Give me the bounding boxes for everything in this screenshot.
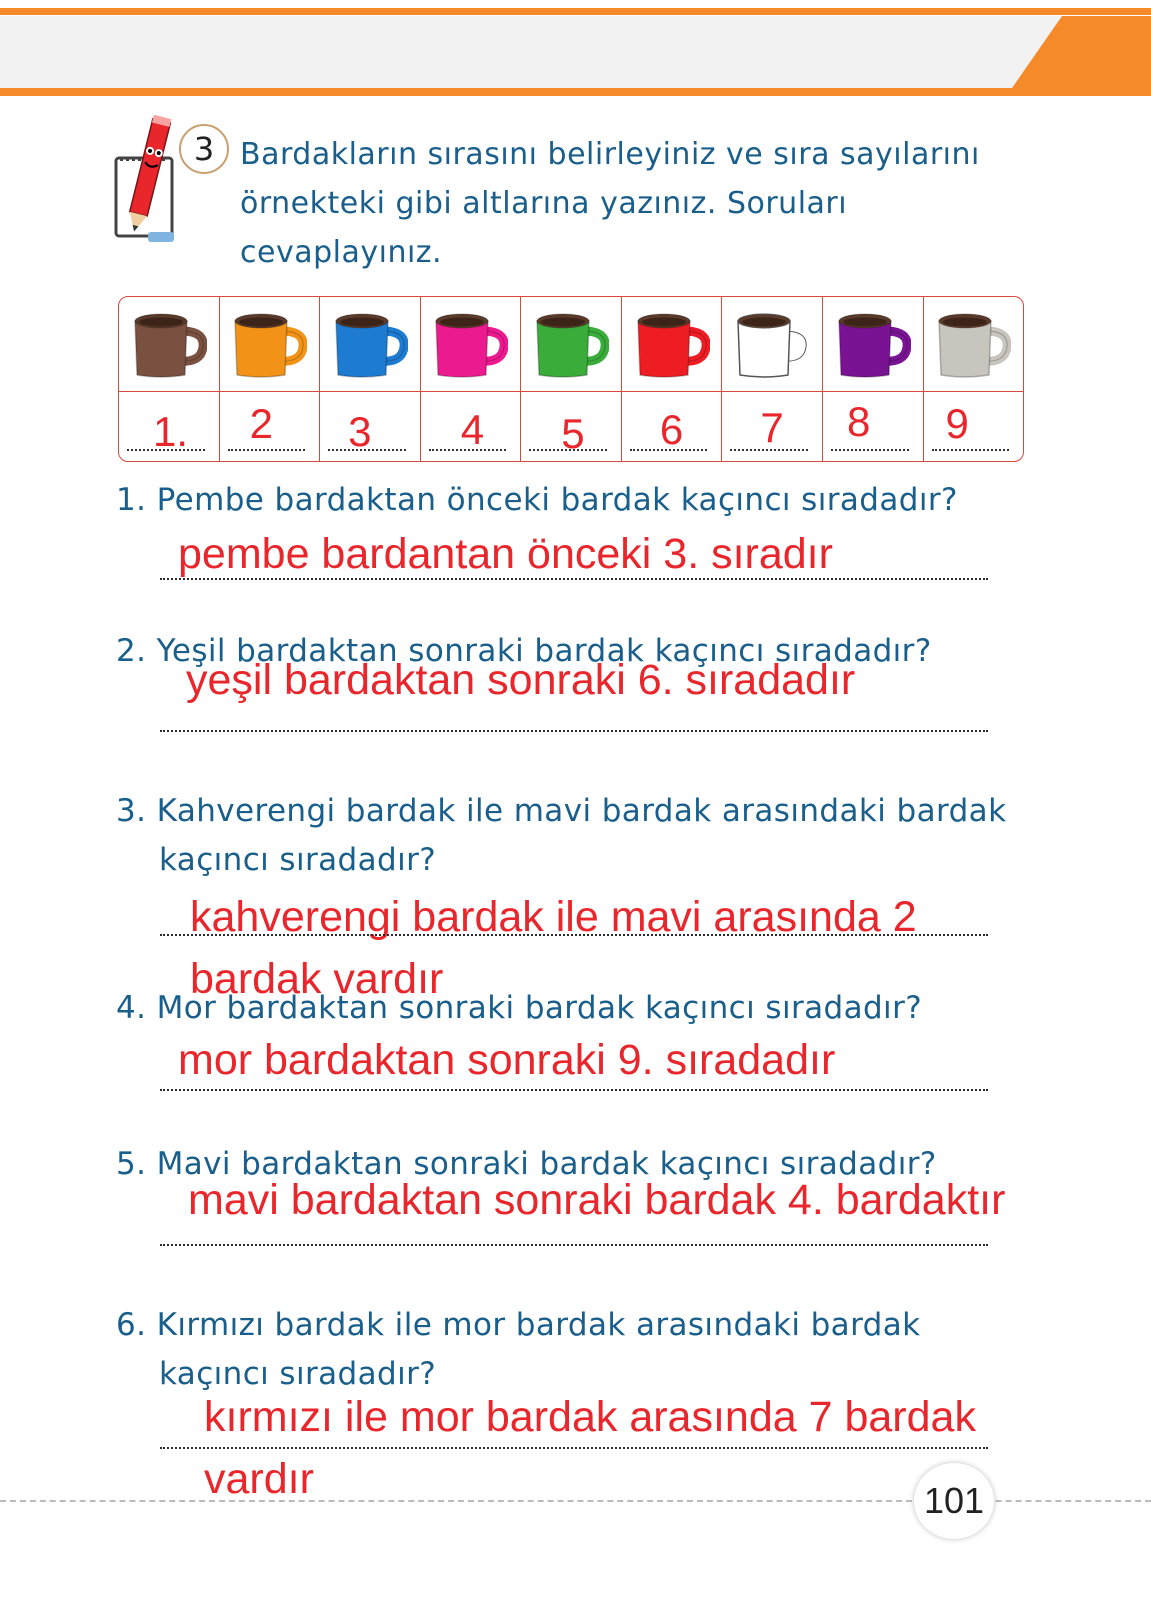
mug-icon (634, 309, 710, 379)
cup-answer-dotted-line (831, 449, 909, 451)
answer-3-line-1: kahverengi bardak ile mavi arasında 2 (190, 893, 917, 941)
cup-cell-8 (823, 297, 924, 461)
answer-line-5 (160, 1244, 988, 1246)
instruction-line-1: Bardakların sırasını belirleyiniz ve sıra sayılarını (240, 137, 980, 172)
cup-answer-cell[interactable] (119, 392, 219, 461)
exercise-number-badge (179, 124, 229, 174)
cup-answer-dotted-line (529, 449, 607, 451)
cup-answer-dotted-line (730, 449, 808, 451)
cup-answer-dotted-line (429, 449, 507, 451)
answer-3-line-2: bardak vardır (190, 955, 444, 1003)
question-5-text: 5. Mavi bardaktan sonraki bardak kaçıncı sıradadır? (116, 1146, 937, 1182)
mug-icon (533, 309, 609, 379)
cup-answer-cell[interactable] (823, 392, 923, 461)
cup-order-number: 3 (348, 408, 372, 455)
instruction-text (240, 130, 980, 277)
cup-answer-cell[interactable] (622, 392, 722, 461)
cup-order-number: 4 (460, 406, 485, 453)
header-band (0, 0, 1151, 100)
cup-image-cell (622, 297, 722, 392)
mug-icon (131, 309, 207, 379)
question-1-text: 1. Pembe bardaktan önceki bardak kaçıncı sıradadır? (116, 482, 958, 518)
answer-5[interactable]: mavi bardaktan sonraki bardak 4. bardaktır (188, 1176, 1006, 1224)
instruction-line-3: cevaplayınız. (240, 235, 443, 270)
cup-order-number: 1. (153, 408, 189, 455)
cup-answer-cell[interactable] (220, 392, 320, 461)
cup-answer-cell[interactable] (722, 392, 822, 461)
cup-image-cell (320, 297, 420, 392)
cup-cell-1 (119, 297, 220, 461)
instruction-line-2: örnekteki gibi altlarına yazınız. Soruları (240, 186, 848, 221)
cup-order-number: 2 (249, 400, 273, 447)
cup-cell-6 (622, 297, 723, 461)
mug-icon (432, 309, 508, 379)
pencil-notebook-icon (112, 112, 182, 246)
cup-answer-dotted-line (228, 449, 306, 451)
question-4 (116, 990, 922, 1026)
cup-answer-cell[interactable] (521, 392, 621, 461)
question-6 (116, 1301, 921, 1399)
cup-cell-9 (924, 297, 1024, 461)
question-3-text-line-1: 3. Kahverengi bardak ile mavi bardak arasındaki bardak (116, 793, 1007, 829)
answer-4[interactable]: mor bardaktan sonraki 9. sıradadır (178, 1036, 836, 1084)
answer-line-3 (160, 934, 988, 936)
cup-image-cell (521, 297, 621, 392)
cup-order-number: 9 (945, 400, 969, 447)
cup-answer-dotted-line (630, 449, 708, 451)
question-6-text-line-1: 6. Kırmızı bardak ile mor bardak arasındaki bardak (116, 1307, 921, 1343)
mug-icon (231, 309, 307, 379)
cup-order-number: 8 (846, 398, 871, 445)
answer-2[interactable]: yeşil bardaktan sonraki 6. sıradadır (186, 656, 856, 704)
cup-cell-2 (220, 297, 321, 461)
cup-order-number: 7 (760, 404, 784, 451)
question-4-text: 4. Mor bardaktan sonraki bardak kaçıncı sıradadır? (116, 990, 923, 1026)
cup-cell-7 (722, 297, 823, 461)
cup-answer-cell[interactable] (421, 392, 521, 461)
cup-order-table (118, 296, 1024, 462)
cup-image-cell (119, 297, 219, 392)
cup-cell-5 (521, 297, 622, 461)
cup-image-cell (722, 297, 822, 392)
cup-answer-dotted-line (328, 449, 406, 451)
question-3 (116, 787, 1006, 885)
exercise-number: 3 (193, 130, 215, 168)
answer-6-line-2: vardır (204, 1455, 314, 1503)
answer-line-6 (160, 1447, 988, 1449)
cup-answer-cell[interactable] (924, 392, 1024, 461)
mug-icon (935, 309, 1011, 379)
cup-order-number: 5 (561, 410, 585, 457)
question-6-text-line-2: kaçıncı sıradadır? (159, 1356, 437, 1392)
mug-icon (734, 309, 810, 379)
answer-line-4 (160, 1089, 988, 1091)
question-2-text: 2. Yeşil bardaktan sonraki bardak kaçıncı sıradadır? (116, 633, 932, 669)
answer-6-line-1: kırmızı ile mor bardak arasında 7 bardak (204, 1393, 976, 1441)
cup-image-cell (220, 297, 320, 392)
cup-image-cell (823, 297, 923, 392)
page-number: 101 (923, 1480, 985, 1521)
cup-answer-dotted-line (127, 449, 205, 451)
answer-1[interactable]: pembe bardantan önceki 3. sıradır (178, 530, 833, 578)
cup-image-cell (421, 297, 521, 392)
question-1 (116, 482, 958, 518)
cup-image-cell (924, 297, 1024, 392)
cup-order-number: 6 (659, 406, 684, 453)
cup-cell-3 (320, 297, 421, 461)
cup-answer-cell[interactable] (320, 392, 420, 461)
answer-line-1 (160, 578, 988, 580)
cup-cell-4 (421, 297, 522, 461)
mug-icon (835, 309, 911, 379)
page-number-badge (914, 1463, 994, 1539)
mug-icon (332, 309, 408, 379)
question-3-text-line-2: kaçıncı sıradadır? (159, 842, 437, 878)
cup-answer-dotted-line (932, 449, 1010, 451)
answer-line-2 (160, 730, 988, 732)
